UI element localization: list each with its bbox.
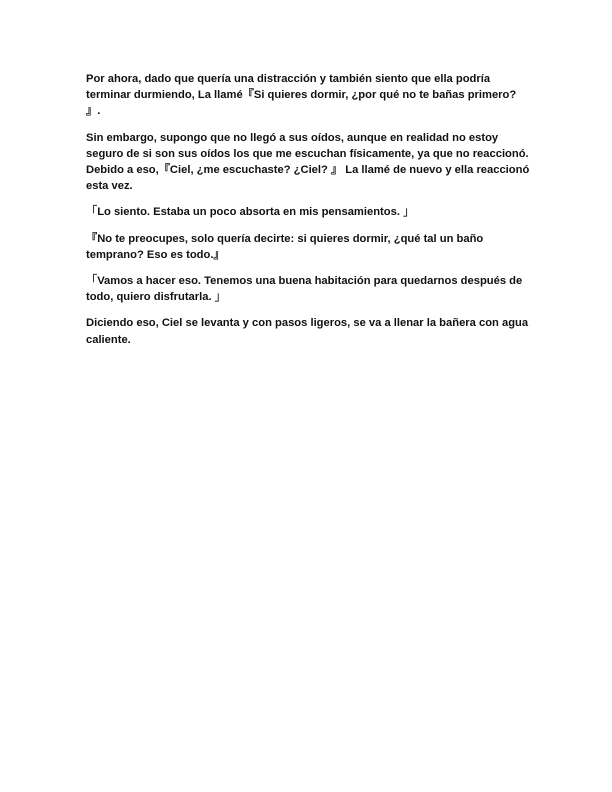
document-body bbox=[86, 71, 532, 358]
paragraph-2: Sin embargo, supongo que no llegó a sus oídos, aunque en realidad no estoy seguro de si son sus oídos los que me escuchan físicamente, ya que no reaccionó. Debido a eso,『Ciel, ¿me escuchaste? ¿Ciel? 』 La llamé de nuevo y ella reaccionó esta vez. bbox=[86, 131, 530, 193]
paragraph-1: Por ahora, dado que quería una distracción y también siento que ella podría terminar durmiendo, La llamé『Si quieres dormir, ¿por qué no te bañas primero? 』. bbox=[86, 73, 517, 118]
paragraph-3: 「Lo siento. Estaba un poco absorta en mis pensamientos. 」 bbox=[86, 206, 415, 219]
paragraph-6: Diciendo eso, Ciel se levanta y con pasos ligeros, se va a llenar la bañera con agua caliente. bbox=[86, 317, 529, 346]
paragraph-5: 「Vamos a hacer eso. Tenemos una buena habitación para quedarnos después de todo, quiero disfrutarla. 」 bbox=[86, 275, 523, 304]
paragraph-4: 『No te preocupes, solo quería decirte: si quieres dormir, ¿qué tal un baño temprano? Eso es todo.』 bbox=[86, 232, 484, 261]
